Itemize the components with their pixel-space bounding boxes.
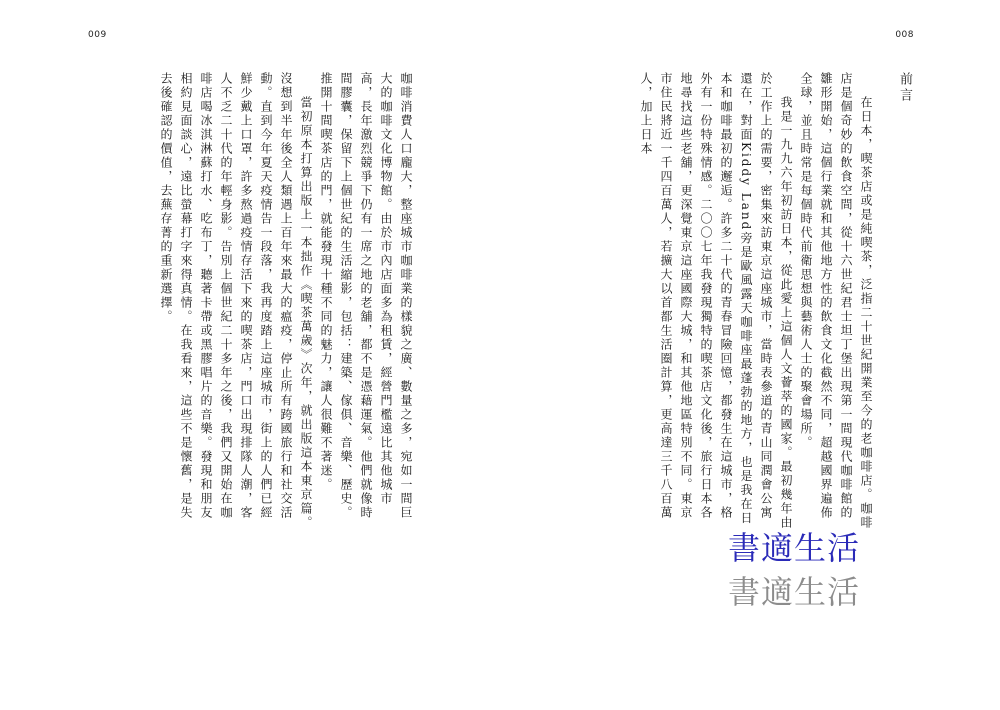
page-number-left: 009 xyxy=(88,30,107,40)
publisher-watermark-gray: 書適生活 xyxy=(728,573,861,611)
paragraph: 我是一九九六年初訪日本，從此愛上這個人文薈萃的國家。最初幾年由於工作上的需要，密集來訪東京這座城市，當時表參道的青山同潤會公寓還在，對面Kiddy Land旁是歐風露天咖啡座最蓬勃的地方，也是我在日本和咖啡最初的邂逅。許多二十代的青春冒險回憶，都發生在這城市，格外有一份特殊情感。二〇〇七年我發現獨特的喫茶店文化後，旅行日本各地尋找這些老舖，更深覺東京這座國際大城，和其他地區特別不同。東京市住民將近一千四百萬人，若擴大以首都生活圈計算，更高達三千八百萬人，加上日本 xyxy=(639,72,793,530)
paragraph: 咖啡消費人口龐大，整座城市咖啡業的樣貌之廣、數量之多，宛如一間巨大的咖啡文化博物館。由於市內店面多為租賃，經營門檻遠比其他城市高，長年激烈競爭下仍有一席之地的老舖，都不是憑藉運氣。他們就像時間膠囊，保留下上個世紀的生活縮影，包括：建築、傢俱、音樂、歷史。推開十間喫茶店的門，就能發現十種不同的魅力，讓人很難不著迷。 xyxy=(319,72,413,520)
paragraph: 在日本，喫茶店或是純喫茶，泛指二十世紀開業至今的老咖啡店。咖啡店是個奇妙的飲食空間，從十六世紀君士坦丁堡出現第一間現代咖啡館的雛形開始，這個行業就和其他地方性的飲食文化截然不同，超越國界遍佈全球，並且時常是每個時代前衛思想與藝術人士的聚會場所。 xyxy=(799,72,873,530)
left-page-body xyxy=(86,72,416,532)
right-page-body xyxy=(586,72,914,532)
preface-heading: 前言 xyxy=(897,72,912,104)
paragraph: 當初原本打算出版上一本拙作《喫茶萬歲》次年，就出版這本東京篇。沒想到半年後全人類遇上百年來最大的瘟疫，停止所有跨國旅行和社交活動。直到今年夏天疫情告一段落，我再度踏上這座城市，街上的人們已經鮮少戴上口罩，許多熬過疫情存活下來的喫茶店，門口出現排隊人潮，客人不乏二十代的年輕身影。告別上個世紀二十多年之後，我們又開始在咖啡店喝冰淇淋蘇打水、吃布丁，聽著卡帶或黑膠唱片的音樂。發現和朋友相約見面談心，遠比螢幕打字來得真情。在我看來，這些不是懷舊，是失去後確認的價值，去蕪存菁的重新選擇。 xyxy=(159,72,313,530)
page-number-right: 008 xyxy=(895,30,914,40)
publisher-watermark-blue: 書適生活 xyxy=(728,529,861,567)
